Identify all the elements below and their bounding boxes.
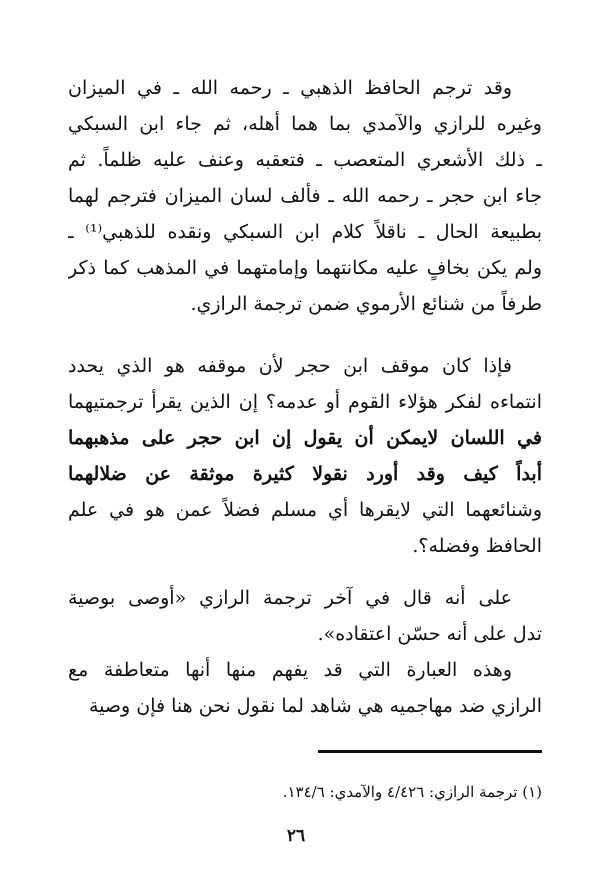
text-line: وهذه العبارة التي قد يفهم منها أنها متعاطفة مع [68, 659, 512, 681]
footnote-separator [318, 750, 542, 753]
text-line: بطبيعة الحال ـ ناقلاً كلام ابن السبكي ونقده للذهبي⁽¹⁾ ـ [68, 221, 542, 243]
text-line: ولم يكن بخافٍ عليه مكانتهما وإمامتهما في المذهب كما ذكر [68, 257, 542, 279]
text-line: الحافظ وفضله؟. [412, 535, 542, 557]
text-line: تدل على أنه حسّن اعتقاده». [317, 623, 542, 645]
text-line: ـ ذلك الأشعري المتعصب ـ فتعقبه وعنف عليه ظلماً. ثم [68, 149, 542, 171]
text-line: الرازي ضد مهاجميه هي شاهد لما نقول نحن هنا فإن وصية [88, 695, 542, 717]
text-line: وغيره للرازي والآمدي بما هما أهله، ثم جاء ابن السبكي [68, 113, 542, 135]
paragraph-3 [68, 580, 542, 652]
text-line: وشنائعهما التي لايقرها أي مسلم فضلاً عمن هو في علم [68, 499, 542, 521]
text-line: على أنه قال في آخر ترجمة الرازي «أوصى بوصية [68, 587, 512, 609]
footnote: (١) ترجمة الرازي: ٤/٤٢٦ والآمدي: ١٣٤/٦. [282, 783, 542, 801]
paragraph-1 [68, 70, 542, 322]
text-line: فإذا كان موقف ابن حجر لأن موقفه هو الذي يحدد [68, 355, 512, 377]
text-line: في اللسان لايمكن أن يقول إن ابن حجر على مذهبهما [68, 427, 542, 449]
text-line: انتماءه لفكر هؤلاء القوم أو عدمه؟ إن الذين يقرأ ترجمتيهما [68, 391, 542, 413]
text-line: أبداً كيف وقد أورد نقولا كثيرة موثقة عن ضلالهما [68, 463, 542, 485]
text-line: طرفاً من شنائع الأرموي ضمن ترجمة الرازي. [190, 293, 542, 315]
page-number: ٢٦ [286, 826, 306, 846]
paragraph-4 [68, 652, 542, 724]
text-line: وقد ترجم الحافظ الذهبي ـ رحمه الله ـ في الميزان [68, 77, 512, 99]
paragraph-2 [68, 348, 542, 564]
text-line: جاء ابن حجر ـ رحمه الله ـ فألف لسان الميزان فترجم لهما [68, 185, 542, 207]
